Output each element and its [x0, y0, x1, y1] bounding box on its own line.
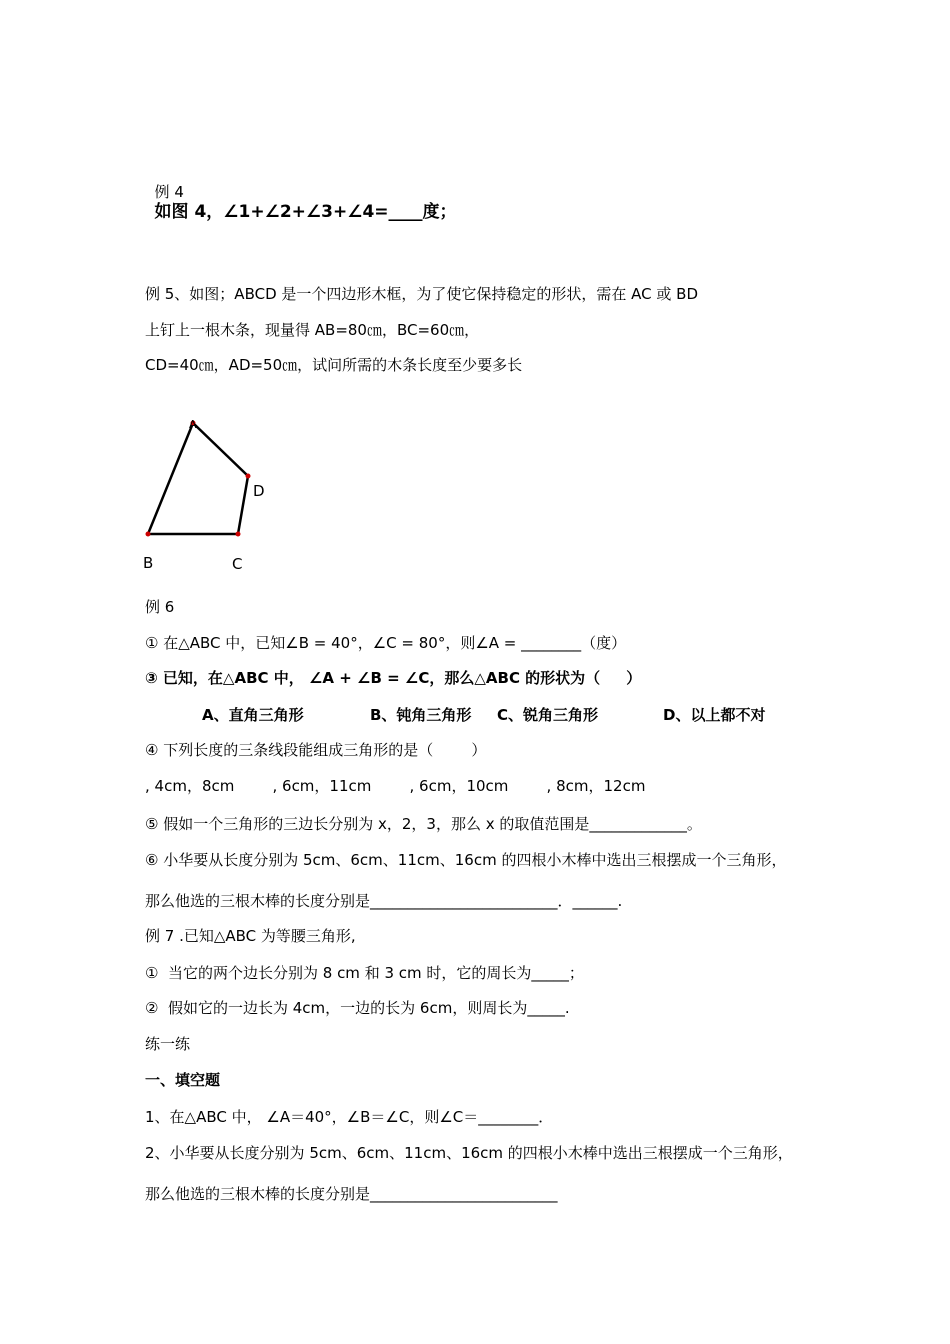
vertex-d-label: D: [253, 482, 265, 500]
example-6-q3: ③ 已知，在△ABC 中， ∠A + ∠B = ∠C，那么△ABC 的形状为（ ）: [145, 669, 642, 687]
vertex-d-dot: [246, 474, 251, 479]
example-6-q6-line-2: 那么他选的三根木棒的长度分别是_________________________．______.: [145, 892, 623, 910]
example-5-line-1: 例 5、如图；ABCD 是一个四边形木框，为了使它保持稳定的形状，需在 AC 或 BD: [145, 285, 699, 303]
example-4-prefix: 例 4: [154, 183, 184, 201]
example-6-q5: ⑤ 假如一个三角形的三边长分别为 x，2，3，那么 x 的取值范围是_____________。: [145, 815, 702, 833]
example-6-q3-option-b: B、钝角三角形: [370, 706, 472, 724]
example-5-line-3: CD=40㎝，AD=50㎝，试问所需的木条长度至少要多长: [145, 356, 523, 374]
example-7-q2: ② 假如它的一边长为 4cm，一边的长为 6cm，则周长为_____.: [145, 999, 570, 1017]
vertex-c-dot: [236, 532, 241, 537]
example-6-q4: ④ 下列长度的三条线段能组成三角形的是（ ）: [145, 741, 487, 759]
example-7-title: 例 7 .已知△ABC 为等腰三角形,: [145, 927, 356, 945]
example-4-text: 如图 4，∠1+∠2+∠3+∠4=: [154, 202, 389, 222]
practice-q1: 1、在△ABC 中， ∠A＝40°，∠B＝∠C，则∠C＝________．: [145, 1108, 554, 1126]
quadrilateral-abcd: [148, 423, 248, 534]
example-6-q4-options: , 4cm，8cm , 6cm，11cm , 6cm，10cm , 8cm，12cm: [145, 777, 646, 795]
example-6-q6-line-1: ⑥ 小华要从长度分别为 5cm、6cm、11cm、16cm 的四根小木棒中选出三根摆成一个三角形，: [145, 851, 787, 869]
practice-title: 练一练: [145, 1035, 191, 1053]
practice-q2-line-2: 那么他选的三根木棒的长度分别是_________________________: [145, 1185, 558, 1203]
example-5-line-2: 上钉上一根木条，现量得 AB=80㎝，BC=60㎝，: [145, 321, 480, 339]
example-4-blank: ____: [388, 202, 423, 222]
example-6-q3-option-c: C、锐角三角形: [497, 706, 599, 724]
example-6-title: 例 6: [145, 598, 175, 616]
vertex-b-dot: [146, 532, 151, 537]
example-6-q1: ① 在△ABC 中，已知∠B = 40°，∠C = 80°，则∠A = ________（度）: [145, 634, 627, 652]
example-7-q1: ① 当它的两个边长分别为 8 cm 和 3 cm 时，它的周长为_____；: [145, 964, 584, 982]
example-6-q3-option-a: A、直角三角形: [202, 706, 304, 724]
example-6-q3-option-d: D、以上都不对: [663, 706, 766, 724]
vertex-a-label: A: [189, 418, 197, 431]
practice-section-heading: 一、填空题: [145, 1071, 221, 1089]
practice-q2-line-1: 2、小华要从长度分别为 5cm、6cm、11cm、16cm 的四根小木棒中选出三根摆成一个三角形，: [145, 1144, 793, 1162]
vertex-b-label: B: [143, 554, 154, 572]
vertex-c-label: C: [232, 555, 243, 573]
example-4-suffix: 度；: [422, 202, 457, 222]
